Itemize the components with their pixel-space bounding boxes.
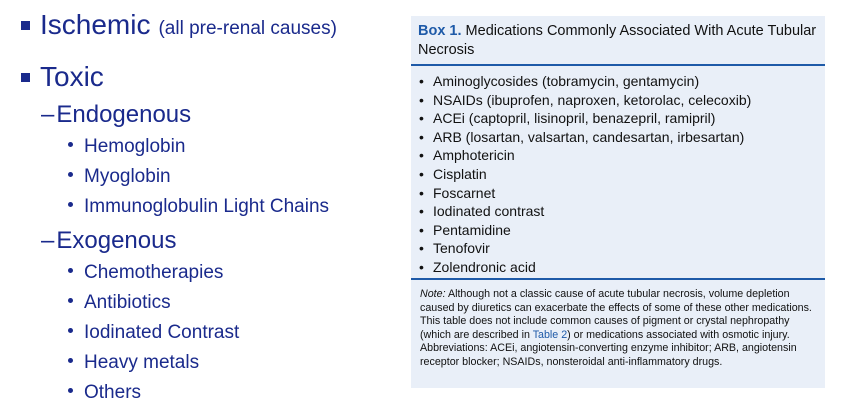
- list-item: [419, 128, 751, 147]
- box-label: Box 1.: [418, 23, 462, 39]
- box-title: [418, 22, 820, 60]
- outline-item-toxic: [21, 61, 104, 93]
- list-item: [419, 258, 751, 277]
- medications-list: [419, 72, 751, 277]
- outline-label: Exogenous: [56, 227, 177, 254]
- list-item-label: Others: [84, 382, 142, 403]
- bullet-icon: •: [419, 258, 424, 275]
- dot-bullet-icon: [68, 298, 73, 303]
- dot-bullet-icon: [68, 172, 73, 177]
- dot-bullet-icon: [68, 142, 73, 147]
- bullet-icon: •: [419, 165, 424, 182]
- medication-label: Pentamidine: [433, 221, 511, 238]
- list-item: [419, 72, 751, 91]
- bullet-icon: •: [419, 147, 424, 164]
- dot-bullet-icon: [68, 358, 73, 363]
- list-item-label: Heavy metals: [84, 352, 200, 373]
- bullet-icon: •: [419, 73, 424, 89]
- medications-box: [411, 16, 825, 388]
- outline-list: [0, 0, 400, 412]
- list-item: [419, 202, 751, 221]
- list-item-label: Chemotherapies: [84, 262, 224, 283]
- dash-bullet-icon: –: [41, 227, 55, 254]
- box-title-text: Medications Commonly Associated With Acute Tubular Necrosis: [418, 23, 817, 58]
- dot-bullet-icon: [68, 268, 73, 273]
- bullet-icon: •: [419, 203, 424, 220]
- bullet-icon: •: [419, 240, 424, 257]
- abbreviations: Abbreviations: ACEi, angiotensin-converting enzyme inhibitor; ARB, angiotensin receptor blocker; NSAIDs, nonsteroidal anti-inflammatory drugs.: [420, 342, 797, 368]
- list-item: [68, 136, 185, 158]
- list-item-label: Antibiotics: [84, 292, 171, 313]
- outline-item-exogenous: [41, 227, 176, 255]
- outline-item-endogenous: [41, 101, 191, 129]
- medication-label: ARB (losartan, valsartan, candesartan, irbesartan): [433, 128, 745, 145]
- medication-label: Amphotericin: [433, 147, 515, 164]
- medication-label: Iodinated contrast: [433, 203, 545, 220]
- table-2-link[interactable]: Table 2: [532, 328, 568, 341]
- dot-bullet-icon: [68, 388, 73, 393]
- bullet-icon: •: [419, 110, 424, 127]
- list-item: [68, 292, 171, 314]
- list-item: [68, 352, 199, 374]
- medication-label: Zolendronic acid: [433, 258, 536, 275]
- medication-label: Tenofovir: [433, 240, 490, 257]
- top-divider: [411, 64, 825, 66]
- dot-bullet-icon: [68, 202, 73, 207]
- list-item: [68, 166, 171, 188]
- list-item: [68, 322, 239, 344]
- list-item-label: Immunoglobulin Light Chains: [84, 196, 330, 217]
- outline-label: Ischemic: [40, 9, 151, 40]
- outline-label: Endogenous: [56, 101, 192, 128]
- list-item-label: Hemoglobin: [84, 136, 186, 157]
- outline-note: (all pre-renal causes): [158, 18, 337, 39]
- bullet-icon: •: [419, 91, 424, 108]
- list-item: [68, 382, 141, 404]
- square-bullet-icon: [21, 21, 30, 30]
- list-item: [419, 91, 751, 110]
- list-item: [419, 165, 751, 184]
- list-item-label: Myoglobin: [84, 166, 171, 187]
- list-item: [419, 239, 751, 258]
- list-item: [68, 196, 329, 218]
- list-item: [419, 221, 751, 240]
- medication-label: Foscarnet: [433, 184, 496, 201]
- medication-label: NSAIDs (ibuprofen, naproxen, ketorolac, celecoxib): [433, 91, 752, 108]
- list-item: [419, 184, 751, 203]
- note-label: Note:: [420, 288, 446, 300]
- bottom-divider: [411, 278, 825, 280]
- dash-bullet-icon: –: [41, 101, 55, 128]
- list-item: [419, 109, 751, 128]
- square-bullet-icon: [21, 73, 30, 82]
- list-item-label: Iodinated Contrast: [84, 322, 240, 343]
- medication-label: Aminoglycosides (tobramycin, gentamycin): [433, 73, 700, 89]
- note-text: Although not a classic cause of acute tubular necrosis, volume depletion caused by diuretics can exacerbate the effects of some of these other medications. This table does not include common causes of pigment or crystal nephropathy (which are described in: [420, 288, 812, 341]
- note-text-end: ) or medications associated with osmotic injury.: [567, 328, 790, 341]
- dot-bullet-icon: [68, 328, 73, 333]
- list-item: [419, 146, 751, 165]
- outline-label: Toxic: [40, 61, 104, 92]
- outline-item-ischemic: [21, 9, 337, 41]
- bullet-icon: •: [419, 221, 424, 238]
- list-item: [68, 262, 223, 284]
- medication-label: Cisplatin: [433, 165, 487, 182]
- note-paragraph: [420, 288, 822, 342]
- footnote: [420, 288, 822, 369]
- bullet-icon: •: [419, 184, 424, 201]
- medication-label: ACEi (captopril, lisinopril, benazepril, ramipril): [433, 110, 716, 127]
- bullet-icon: •: [419, 128, 424, 145]
